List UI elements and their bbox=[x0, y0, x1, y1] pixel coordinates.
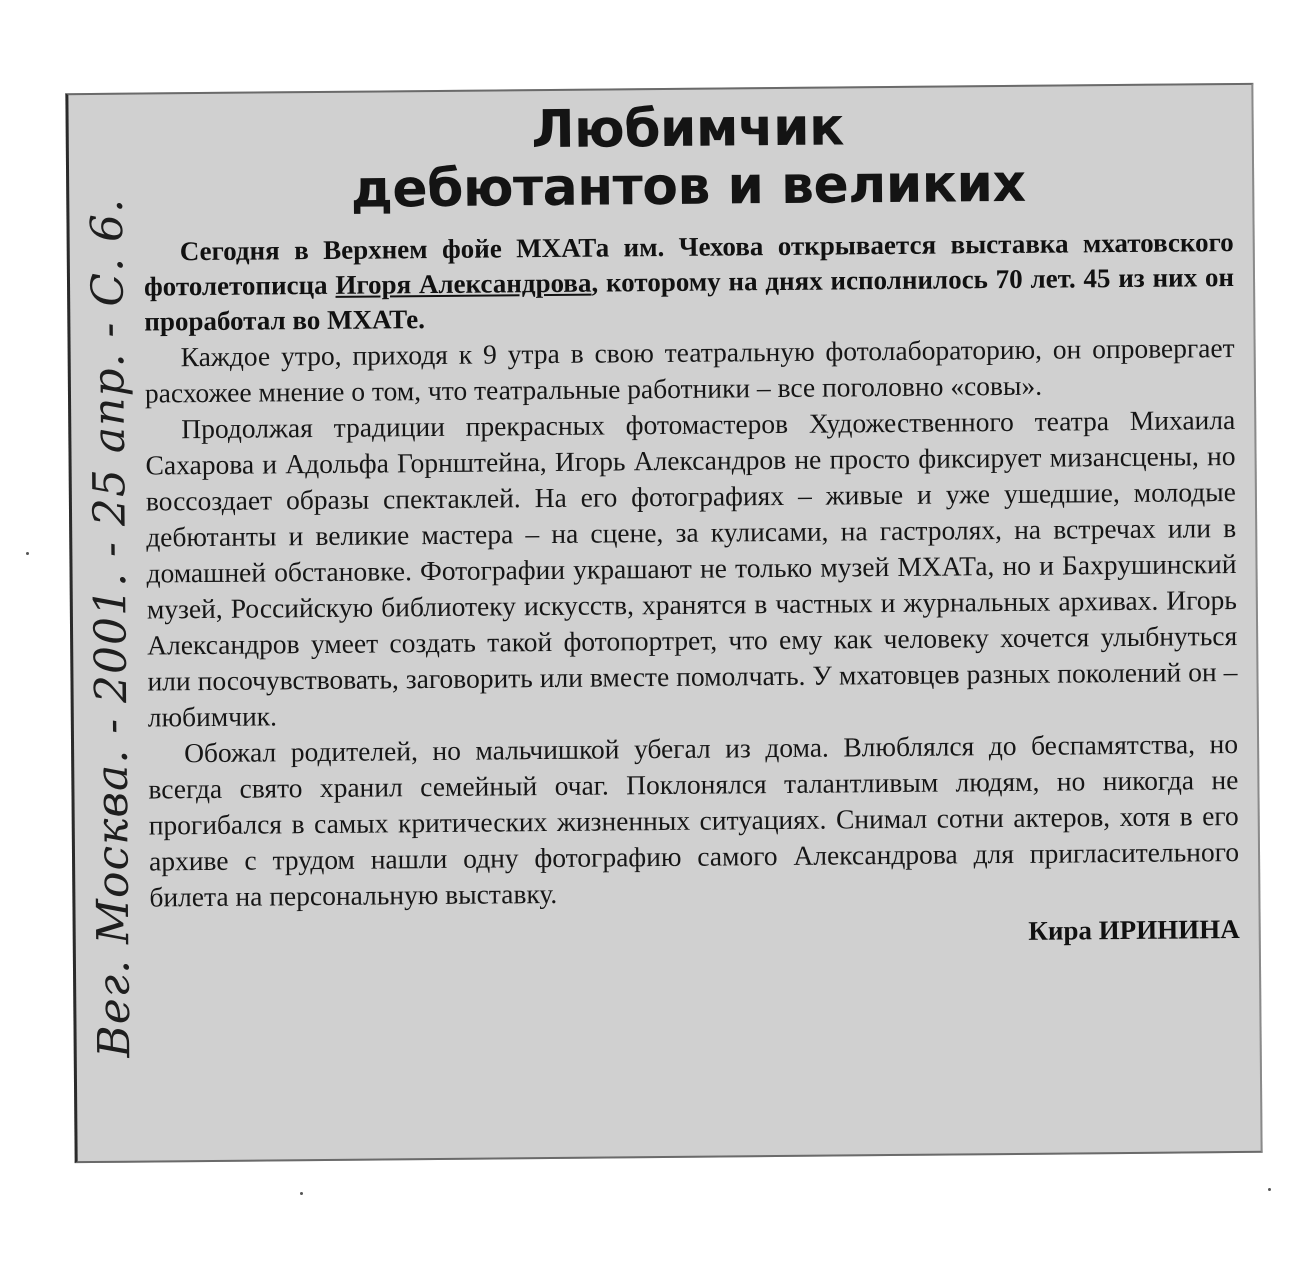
article-paragraph: Продолжая традиции прекрасных фотомастеров Художественного театра Михаила Сахарова и Адольфа Горнштейна, Игорь Александров не просто фиксирует мизансцены, но воссоздает образы спектаклей. На его фотографиях – живые и уже ушедшие, молодые дебютанты и великие мастера – на сцене, за кулисами, на гастролях, на встречах или в домашней обстановке. Фотографии украшают не только музей МХАТа, но и Бахрушинский музей, Российскую библиотеку искусств, хранятся в частных и журнальных архивах. Игорь Александров умеет создать такой фотопортрет, что ему как человеку хочется улыбнуться или посочувствовать, заговорить или вместе помолчать. У мхатовцев разных поколений он – любимчик. bbox=[145, 404, 1238, 733]
article-paragraph: Обожал родителей, но мальчишкой убегал из дома. Влюблялся до беспамятства, но всегда свято хранил семейный очаг. Поклонялся талантливым людям, но никогда не прогибался в самых критических жизненных ситуациях. Снимал сотни актеров, хотя в его архиве с трудом нашли одну фотографию самого Александрова для пригласительного билета на персональную выставку. bbox=[148, 727, 1240, 913]
headline-line-2: дебютантов и великих bbox=[350, 153, 1026, 220]
newspaper-clipping bbox=[65, 83, 1262, 1163]
scan-speck bbox=[26, 552, 29, 555]
article-headline bbox=[142, 95, 1233, 221]
article-lead bbox=[144, 225, 1235, 340]
lead-photographer-name: Игоря Александрова bbox=[335, 267, 592, 300]
article-body bbox=[145, 330, 1240, 915]
handwritten-source-note bbox=[74, 95, 147, 1162]
scan-speck bbox=[300, 1192, 303, 1195]
lead-text-start: Сегодня в Верхнем фойе МХАТа им. Чехова открывается выставка мхатовского фотолетописца bbox=[143, 227, 1234, 302]
article-byline: Кира ИРИНИНА bbox=[1028, 913, 1240, 946]
article bbox=[142, 95, 1239, 955]
article-paragraph: Каждое утро, приходя к 9 утра в свою театральную фотолабораторию, он опровергает расхожее мнение о том, что театральные работники – все поголовно «совы». bbox=[144, 332, 1235, 409]
headline-line-1: Любимчик bbox=[531, 97, 845, 161]
scan-speck bbox=[1268, 1188, 1271, 1191]
lead-text-end: , которому на днях исполнилось 70 лет. 45 из них он проработал во МХАТе. bbox=[144, 262, 1235, 337]
handwritten-note-text: Вег. Москва. - 2001. - 25 апр. - С. 6. bbox=[81, 197, 141, 1058]
